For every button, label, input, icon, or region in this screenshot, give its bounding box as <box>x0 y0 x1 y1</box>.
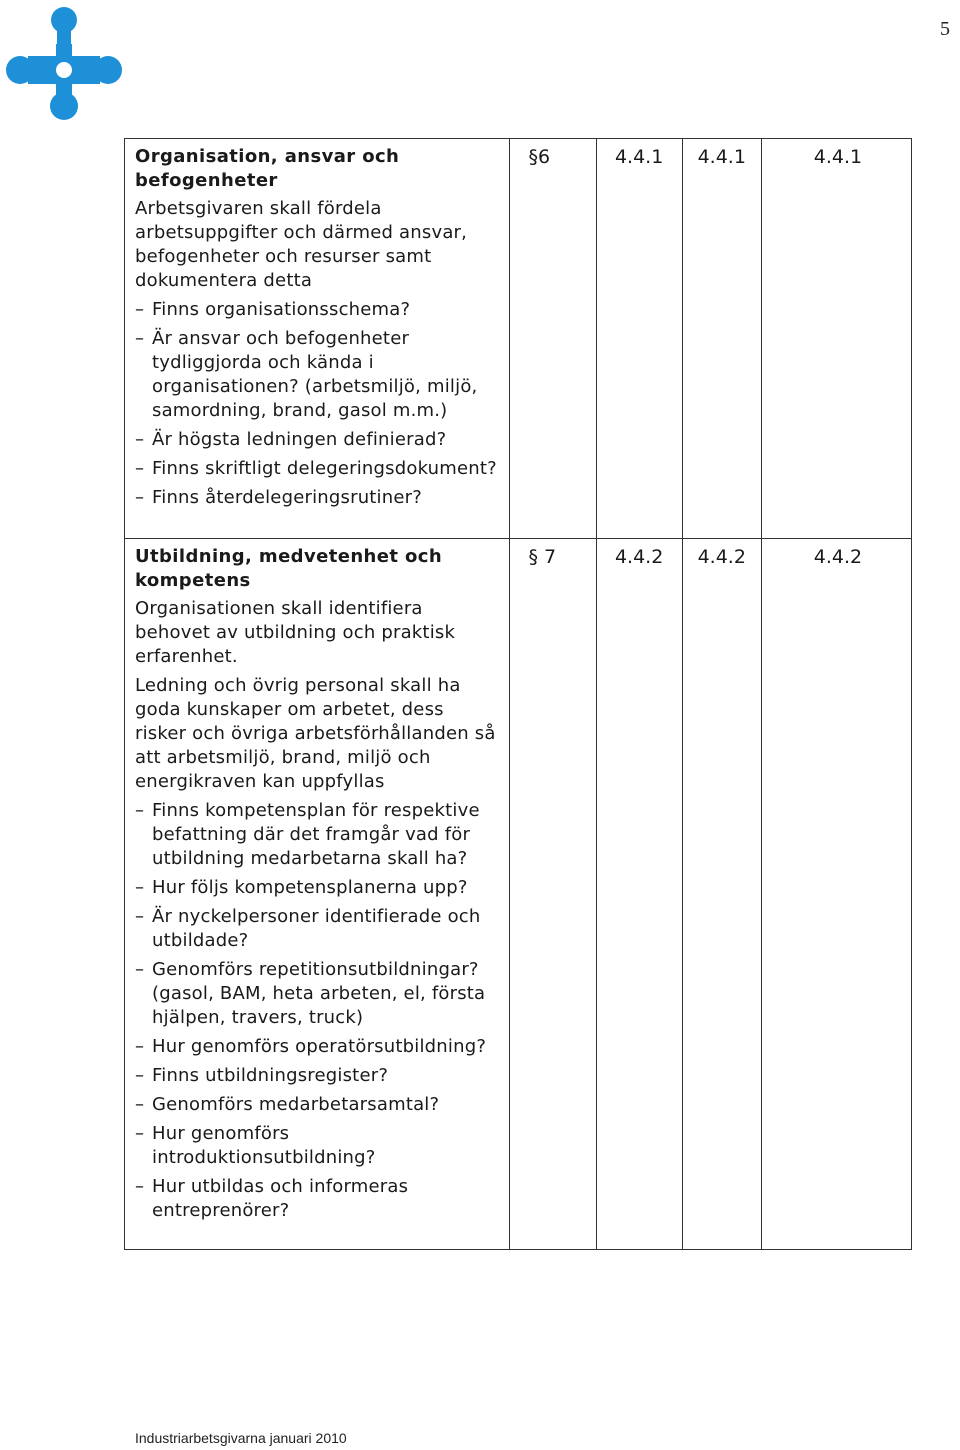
checklist-table <box>124 138 912 1250</box>
requirement-cell <box>125 139 510 539</box>
question-item: – Finns återdelegeringsrutiner? <box>135 487 422 508</box>
table-row <box>125 139 912 539</box>
section-heading: Organisation, ansvar och befogenheter <box>135 146 400 191</box>
question-item: – Finns utbildningsregister? <box>135 1065 389 1086</box>
table-row <box>125 539 912 1250</box>
page-number: 5 <box>940 18 950 40</box>
question-item: – Finns skriftligt delegeringsdokument? <box>135 458 497 479</box>
ref-cell <box>596 139 682 539</box>
ref-cell <box>682 539 761 1250</box>
ref-cell <box>510 539 596 1250</box>
requirement-text: Arbetsgivaren skall fördela arbetsuppgifter och därmed ansvar, befogenheter och resurser samt dokumentera detta <box>135 198 468 291</box>
ref-paragraph: § 7 <box>528 546 557 568</box>
question-item: – Hur utbildas och informeras entreprenörer? <box>135 1176 409 1221</box>
ref-clause: 4.4.2 <box>697 546 746 568</box>
ref-clause: 4.4.2 <box>614 546 664 568</box>
page-footer: Industriarbetsgivarna januari 2010 <box>135 1430 347 1446</box>
question-item: – Är nyckelpersoner identifierade och utbildade? <box>135 906 481 951</box>
question-item: – Genomförs medarbetarsamtal? <box>135 1094 440 1115</box>
requirement-text: Organisationen skall identifiera behovet av utbildning och praktisk erfarenhet. <box>135 598 456 667</box>
ref-cell <box>761 139 911 539</box>
ref-paragraph: §6 <box>528 146 551 168</box>
question-item: – Finns kompetensplan för respektive befattning där det framgår vad för utbildning medarbetarna skall ha? <box>135 800 480 869</box>
question-item: – Hur genomförs operatörsutbildning? <box>135 1036 487 1057</box>
ref-cell <box>596 539 682 1250</box>
company-logo <box>4 4 124 122</box>
question-list <box>135 298 499 510</box>
ref-clause: 4.4.1 <box>813 146 863 168</box>
question-item: – Är högsta ledningen definierad? <box>135 429 447 450</box>
ref-cell <box>761 539 911 1250</box>
section-heading: Utbildning, medvetenhet och kompetens <box>135 546 443 591</box>
ref-clause: 4.4.2 <box>813 546 863 568</box>
question-item: – Är ansvar och befogenheter tydliggjorda och kända i organisationen? (arbetsmiljö, miljö, samordning, brand, gasol m.m.) <box>135 328 478 421</box>
requirement-text: Ledning och övrig personal skall ha goda kunskaper om arbetet, dess risker och övriga arbetsförhållanden så att arbetsmiljö, brand, miljö och energikraven kan uppfyllas <box>135 675 496 792</box>
ref-cell <box>510 139 596 539</box>
question-item: – Finns organisationsschema? <box>135 299 411 320</box>
question-item: – Hur följs kompetensplanerna upp? <box>135 877 468 898</box>
ref-clause: 4.4.1 <box>697 146 746 168</box>
ref-clause: 4.4.1 <box>614 146 664 168</box>
question-item: – Genomförs repetitionsutbildningar? (gasol, BAM, heta arbeten, el, första hjälpen, travers, truck) <box>135 959 486 1028</box>
question-list <box>135 799 499 1223</box>
requirement-cell <box>125 539 510 1250</box>
ref-cell <box>682 139 761 539</box>
question-item: – Hur genomförs introduktionsutbildning? <box>135 1123 376 1168</box>
